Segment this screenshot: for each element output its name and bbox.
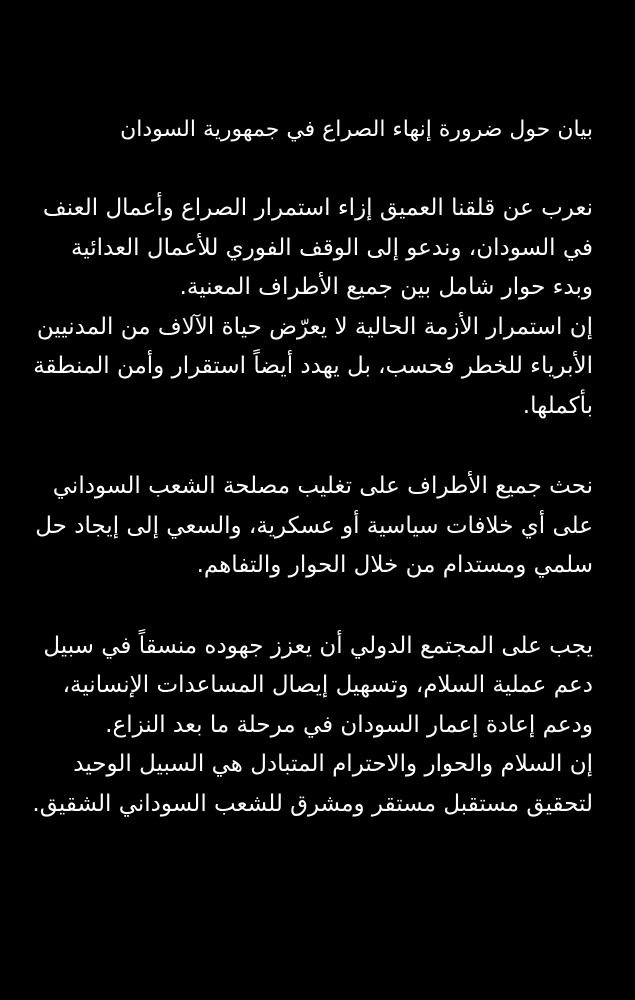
paragraph-closing: إن السلام والحوار والاحترام المتبادل هي السبيل الوحيد لتحقيق مستقبل مستقر ومشرق للشعب السوداني الشقيق.: [32, 751, 593, 817]
statement-document: [28, 112, 593, 824]
paragraph-international-community: يجب على المجتمع الدولي أن يعزز جهوده منسقاً في سبيل دعم عملية السلام، وتسهيل إيصال المساعدات الإنسانية، ودعم إعادة إعمار السودان في مرحلة ما بعد النزاع.: [43, 632, 593, 738]
statement-title: بيان حول ضرورة إنهاء الصراع في جمهورية السودان: [120, 117, 593, 142]
paragraph-concern: نعرب عن قلقنا العميق إزاء استمرار الصراع وأعمال العنف في السودان، وندعو إلى الوقف الفوري للأعمال العدائية وبدء حوار شامل بين جميع الأطراف المعنية.: [42, 195, 593, 300]
paragraph-parties-appeal: نحث جميع الأطراف على تغليب مصلحة الشعب السوداني على أي خلافات سياسية أو عسكرية، والسعي إلى إيجاد حل سلمي ومستدام من خلال الحوار والتفاهم.: [35, 473, 593, 578]
paragraph-crisis-impact: إن استمرار الأزمة الحالية لا يعرّض حياة الآلاف من المدنيين الأبرياء للخطر فحسب، بل يهدد أيضاً استقرار وأمن المنطقة بأكملها.: [33, 313, 593, 419]
